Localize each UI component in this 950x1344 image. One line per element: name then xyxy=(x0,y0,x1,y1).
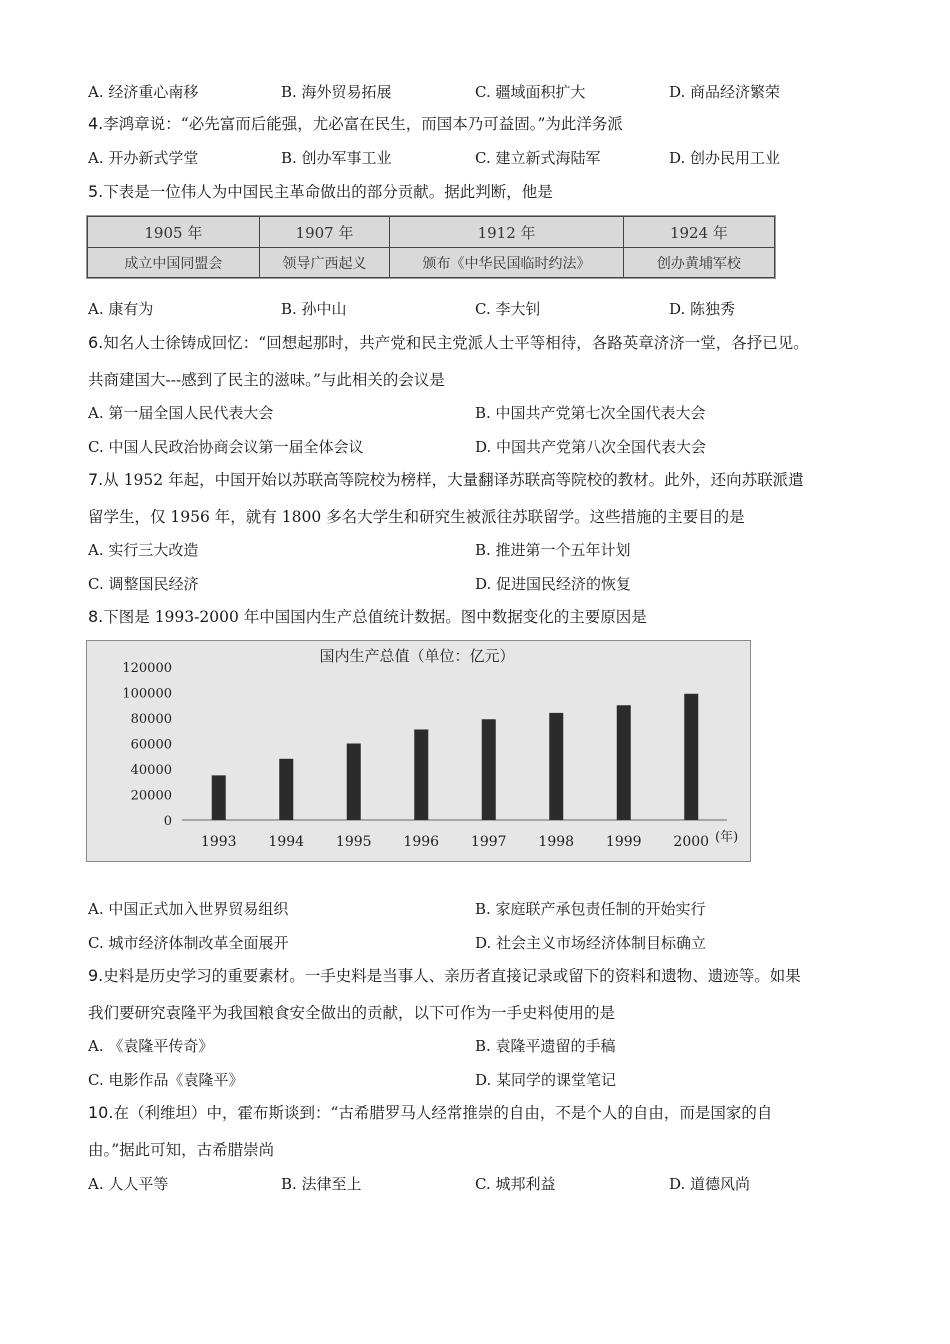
y-tick-label: 0 xyxy=(163,814,172,829)
q6-options-row1 xyxy=(88,403,868,423)
bar-2000 xyxy=(684,694,698,820)
q3-options xyxy=(88,82,868,102)
q5-options xyxy=(88,299,868,319)
q6-option-a[interactable]: A. 第一届全国人民代表大会 xyxy=(88,404,274,422)
q5-year-cell: 1924 年 xyxy=(623,217,774,248)
q4-options xyxy=(88,148,868,168)
q9-options-row2 xyxy=(88,1070,868,1090)
q5-option-c[interactable]: C. 李大钊 xyxy=(475,300,541,318)
q6-option-c[interactable]: C. 中国人民政治协商会议第一届全体会议 xyxy=(88,438,364,456)
q5-option-b[interactable]: B. 孙中山 xyxy=(281,300,347,318)
q5-year-cell: 1905 年 xyxy=(88,217,260,248)
q5-stem xyxy=(88,182,553,202)
y-tick-label: 60000 xyxy=(130,737,172,753)
q5-table-year-row xyxy=(88,217,775,248)
q8-option-d[interactable]: D. 社会主义市场经济体制目标确立 xyxy=(475,934,707,952)
q3-option-a[interactable]: A. 经济重心南移 xyxy=(88,83,199,101)
q5-event-cell: 成立中国同盟会 xyxy=(88,248,260,278)
bar-1995 xyxy=(347,744,361,821)
q5-option-d[interactable]: D. 陈独秀 xyxy=(669,300,736,318)
q8-options-row2 xyxy=(88,933,868,953)
q6-options-row2 xyxy=(88,437,868,457)
q8-option-a[interactable]: A. 中国正式加入世界贸易组织 xyxy=(88,900,289,918)
q10-option-d[interactable]: D. 道德风尚 xyxy=(669,1175,751,1193)
bar-1997 xyxy=(482,719,496,820)
q7-option-c[interactable]: C. 调整国民经济 xyxy=(88,575,199,593)
q4-option-c[interactable]: C. 建立新式海陆军 xyxy=(475,149,601,167)
q7-options-row2 xyxy=(88,574,868,594)
q8-option-b[interactable]: B. 家庭联产承包责任制的开始实行 xyxy=(475,900,706,918)
x-tick-label-1997: 1997 xyxy=(470,834,507,850)
q10-stem-text-1: 在（利维坦）中，霍布斯谈到：“古希腊罗马人经常推崇的自由，不是个人的自由，而是国家的自 xyxy=(113,1104,773,1122)
q9-option-a[interactable]: A. 《袁隆平传奇》 xyxy=(88,1037,214,1055)
q7-option-a[interactable]: A. 实行三大改造 xyxy=(88,541,199,559)
q7-option-b[interactable]: B. 推进第一个五年计划 xyxy=(475,541,631,559)
q4-option-d[interactable]: D. 创办民用工业 xyxy=(669,149,781,167)
q7-option-d[interactable]: D. 促进国民经济的恢复 xyxy=(475,575,632,593)
q5-event-cell: 颁布《中华民国临时约法》 xyxy=(390,248,624,278)
q10-option-a[interactable]: A. 人人平等 xyxy=(88,1175,169,1193)
q6-stem-line1 xyxy=(88,333,809,353)
x-tick-label-1993: 1993 xyxy=(200,834,237,850)
bar-1994 xyxy=(279,759,293,820)
q8-options-row1 xyxy=(88,899,868,919)
y-tick-label: 100000 xyxy=(122,686,172,702)
q7-stem-line1 xyxy=(88,470,804,490)
x-tick-label-2000: 2000 xyxy=(673,834,710,850)
q7-stem-text-1: 从 1952 年起，中国开始以苏联高等院校为榜样，大量翻译苏联高等院校的教材。此外，还向苏联派遣 xyxy=(103,471,804,489)
q10-number: 10. xyxy=(88,1103,114,1122)
q5-number: 5. xyxy=(88,182,104,201)
chart-title: 国内生产总值（单位：亿元） xyxy=(319,647,515,665)
q8-stem-text: 下图是 1993-2000 年中国国内生产总值统计数据。图中数据变化的主要原因是 xyxy=(103,608,647,626)
q7-stem-line2: 留学生，仅 1956 年，就有 1800 多名大学生和研究生被派往苏联留学。这些措施的主要目的是 xyxy=(88,508,745,526)
q5-year-cell: 1907 年 xyxy=(259,217,390,248)
y-tick-label: 40000 xyxy=(130,763,172,778)
y-tick-label: 80000 xyxy=(130,712,172,727)
q8-option-c[interactable]: C. 城市经济体制改革全面展开 xyxy=(88,934,289,952)
q8-number: 8. xyxy=(88,607,104,626)
q4-number: 4. xyxy=(88,114,104,133)
q8-stem xyxy=(88,607,647,627)
q9-options-row1 xyxy=(88,1036,868,1056)
q3-option-c[interactable]: C. 疆域面积扩大 xyxy=(475,83,586,101)
q3-option-d[interactable]: D. 商品经济繁荣 xyxy=(669,83,781,101)
q4-stem-text: 李鸿章说：“必先富而后能强，尤必富在民生，而国本乃可益固。”为此洋务派 xyxy=(103,115,623,133)
q9-stem-line1 xyxy=(88,966,801,986)
q9-option-d[interactable]: D. 某同学的课堂笔记 xyxy=(475,1071,617,1089)
x-tick-label-1996: 1996 xyxy=(403,834,440,850)
gdp-chart-image xyxy=(86,640,751,862)
q10-option-b[interactable]: B. 法律至上 xyxy=(281,1175,362,1193)
q5-stem-text: 下表是一位伟人为中国民主革命做出的部分贡献。据此判断，他是 xyxy=(103,183,553,201)
q5-year-cell: 1912 年 xyxy=(390,217,624,248)
bar-1996 xyxy=(414,729,428,820)
x-unit-label: (年) xyxy=(715,830,739,845)
bar-1998 xyxy=(549,713,563,820)
bar-1999 xyxy=(617,705,631,820)
q7-options-row1 xyxy=(88,540,868,560)
q10-stem-line2: 由。”据此可知，古希腊崇尚 xyxy=(88,1141,275,1159)
q9-option-b[interactable]: B. 袁隆平遗留的手稿 xyxy=(475,1037,616,1055)
q4-stem xyxy=(88,114,623,134)
q9-stem-line2: 我们要研究袁隆平为我国粮食安全做出的贡献，以下可作为一手史料使用的是 xyxy=(88,1004,616,1022)
q6-option-b[interactable]: B. 中国共产党第七次全国代表大会 xyxy=(475,404,706,422)
x-tick-label-1995: 1995 xyxy=(335,834,372,850)
q10-option-c[interactable]: C. 城邦利益 xyxy=(475,1175,556,1193)
q5-event-cell: 领导广西起义 xyxy=(259,248,390,278)
q3-option-b[interactable]: B. 海外贸易拓展 xyxy=(281,83,392,101)
y-tick-label: 20000 xyxy=(130,788,172,804)
y-tick-label: 120000 xyxy=(122,661,172,676)
q5-table xyxy=(87,216,775,278)
q5-event-cell: 创办黄埔军校 xyxy=(623,248,774,278)
bar-1993 xyxy=(212,775,226,820)
q9-option-c[interactable]: C. 电影作品《袁隆平》 xyxy=(88,1071,244,1089)
x-tick-label-1994: 1994 xyxy=(268,834,305,850)
q6-number: 6. xyxy=(88,333,104,352)
q6-option-d[interactable]: D. 中国共产党第八次全国代表大会 xyxy=(475,438,707,456)
q5-table-image xyxy=(86,215,776,279)
gdp-bar-chart xyxy=(87,641,750,861)
q7-number: 7. xyxy=(88,470,104,489)
q5-table-event-row xyxy=(88,248,775,278)
q5-option-a[interactable]: A. 康有为 xyxy=(88,300,154,318)
x-tick-label-1999: 1999 xyxy=(605,834,642,850)
q6-stem-line2: 共商建国大---感到了民主的滋味。”与此相关的会议是 xyxy=(88,371,445,389)
q10-stem-line1 xyxy=(88,1103,772,1123)
q4-option-a[interactable]: A. 开办新式学堂 xyxy=(88,149,199,167)
x-tick-label-1998: 1998 xyxy=(538,834,575,850)
q9-number: 9. xyxy=(88,966,104,985)
q10-options xyxy=(88,1174,868,1194)
q6-stem-text-1: 知名人士徐铸成回忆：“回想起那时，共产党和民主党派人士平等相待，各路英章济济一堂，各抒已见。 xyxy=(103,334,809,352)
q9-stem-text-1: 史料是历史学习的重要素材。一手史料是当事人、亲历者直接记录或留下的资料和遗物、遗迹等。如果 xyxy=(103,967,801,985)
q4-option-b[interactable]: B. 创办军事工业 xyxy=(281,149,392,167)
